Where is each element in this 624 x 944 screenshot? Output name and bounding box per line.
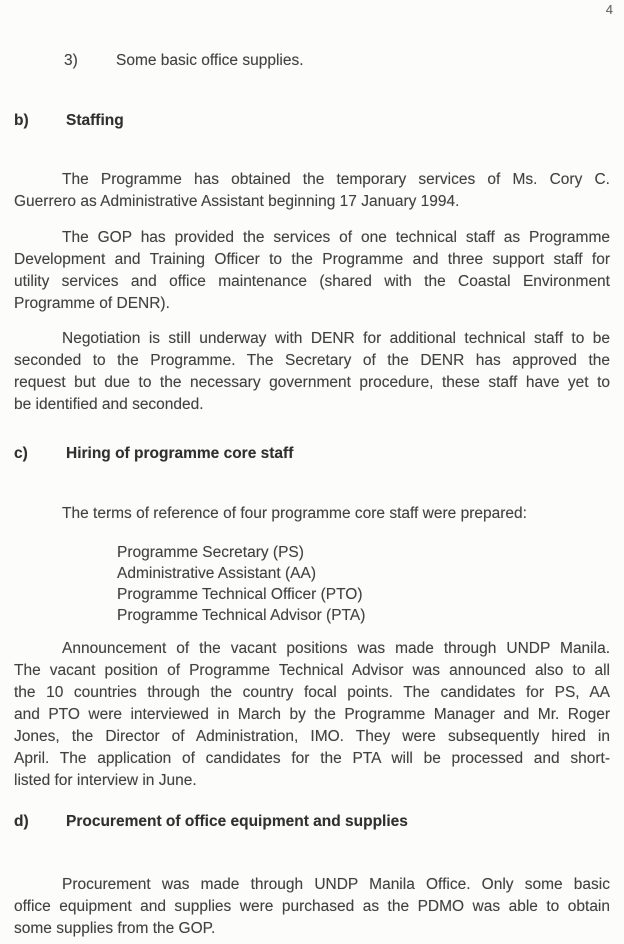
- text-line: utility services and office maintenance (shared with the Coastal Environment: [14, 273, 610, 290]
- page-number: 4: [605, 2, 613, 17]
- text-line: Procurement was made through UNDP Manila Office. Only some basic: [62, 876, 610, 893]
- paragraph: [14, 638, 610, 792]
- core-staff-positions-list: [117, 542, 610, 626]
- text-line: The GOP has provided the services of one technical staff as Programme: [62, 229, 610, 246]
- text-line: Jones, the Director of Administration, IMO. They were subsequently hired in: [14, 728, 610, 745]
- paragraph: [14, 874, 610, 940]
- text-line: and PTO were interviewed in March by the Programme Manager and Mr. Roger: [14, 706, 610, 723]
- section-heading-staffing: [14, 110, 610, 132]
- position-item: Administrative Assistant (AA): [117, 565, 316, 582]
- terms-of-reference-intro: The terms of reference of four programme core staff were prepared:: [62, 505, 527, 522]
- position-item: Programme Technical Officer (PTO): [117, 586, 363, 603]
- office-supplies-list-item: [64, 50, 610, 72]
- section-heading-hiring: [14, 443, 610, 465]
- section-title: Hiring of programme core staff: [66, 445, 294, 462]
- text-line: some supplies from the GOP.: [14, 920, 216, 937]
- section-title: Staffing: [66, 112, 124, 129]
- paragraph: [14, 169, 610, 213]
- text-line: be identified and seconded.: [14, 396, 204, 413]
- text-line: the 10 countries through the country focal points. The candidates for PS, AA: [14, 684, 610, 701]
- text-line: seconded to the Programme. The Secretary of the DENR has approved the: [14, 352, 610, 369]
- paragraph: [14, 328, 610, 416]
- text-line: request but due to the necessary government procedure, these staff have yet to: [14, 374, 610, 391]
- text-line: Guerrero as Administrative Assistant beginning 17 January 1994.: [14, 193, 460, 210]
- section-title: Procurement of office equipment and supplies: [66, 813, 408, 830]
- text-line: listed for interview in June.: [14, 772, 197, 789]
- text-line: Programme of DENR).: [14, 295, 170, 312]
- section-heading-procurement: [14, 811, 610, 833]
- paragraph: [14, 227, 610, 315]
- section-letter: d): [14, 813, 29, 830]
- text-line: office equipment and supplies were purchased as the PDMO was able to obtain: [14, 898, 610, 915]
- list-item-text: Some basic office supplies.: [116, 52, 304, 69]
- position-item: Programme Technical Advisor (PTA): [117, 607, 366, 624]
- position-item: Programme Secretary (PS): [117, 544, 304, 561]
- text-line: Development and Training Officer to the Programme and three support staff for: [14, 251, 610, 268]
- section-letter: c): [14, 445, 28, 462]
- text-line: April. The application of candidates for the PTA will be processed and short-: [14, 750, 610, 767]
- text-line: Negotiation is still underway with DENR for additional technical staff to be: [62, 330, 610, 347]
- list-item-marker: 3): [64, 52, 78, 69]
- section-letter: b): [14, 112, 29, 129]
- text-line: Announcement of the vacant positions was made through UNDP Manila.: [62, 640, 610, 657]
- text-line: The Programme has obtained the temporary services of Ms. Cory C.: [62, 171, 610, 188]
- text-line: The vacant position of Programme Technical Advisor was announced also to all: [14, 662, 610, 679]
